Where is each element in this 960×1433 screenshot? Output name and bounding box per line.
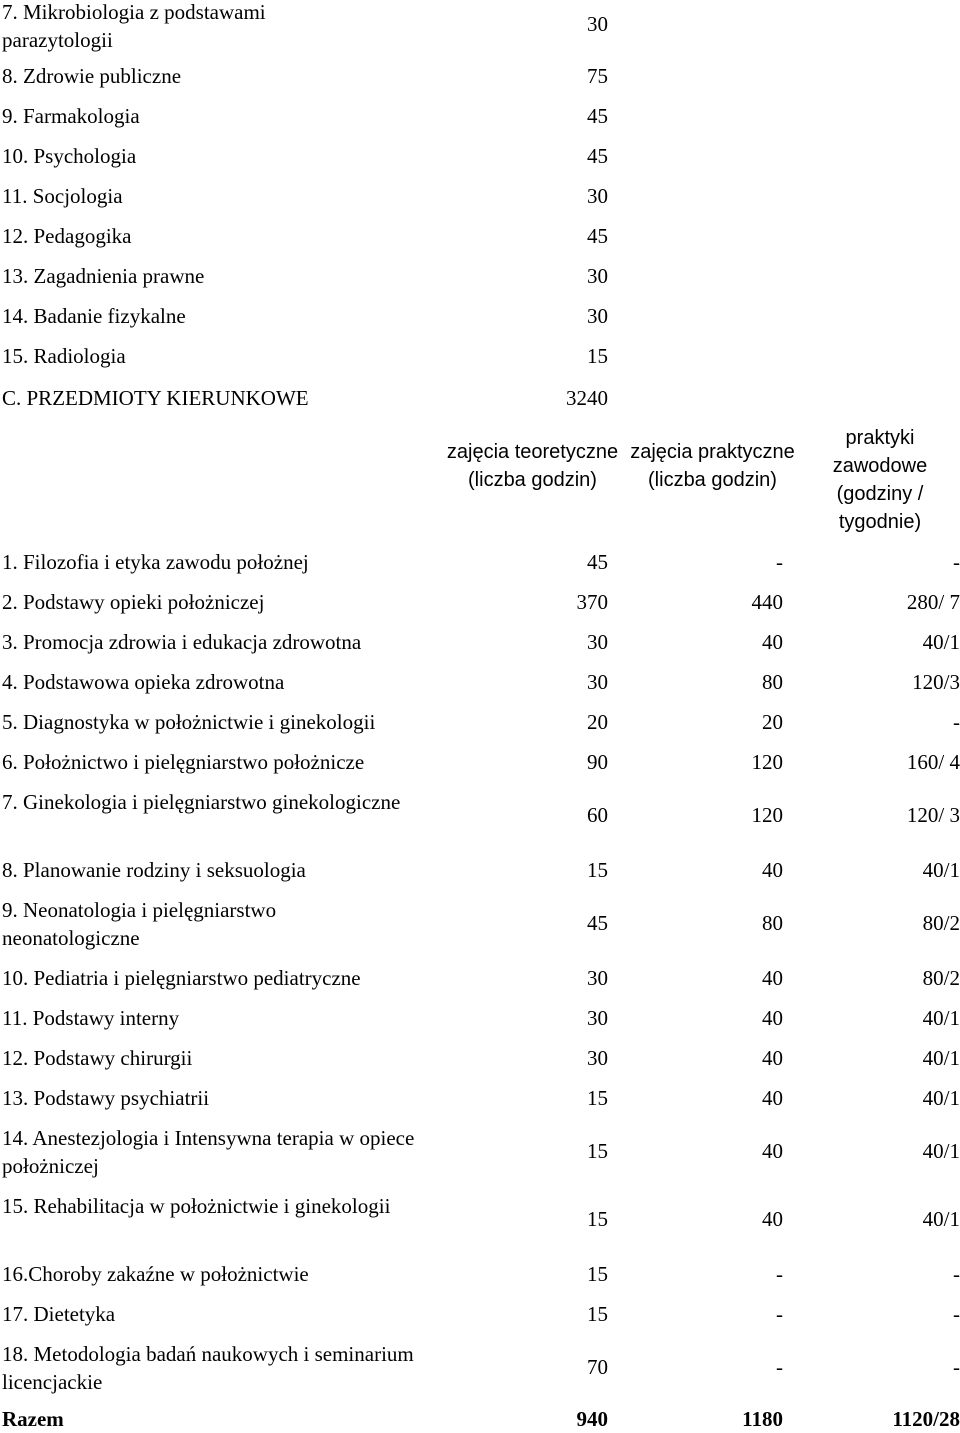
internship-hours: - [953,550,960,574]
total-row [0,1405,960,1433]
total-internship: 1120/28 [892,1407,960,1431]
subject-row [0,964,960,1004]
subject-row [0,142,960,182]
internship-hours: - [953,1302,960,1326]
theory-hours: 15 [587,1086,608,1110]
subject-row [0,548,960,588]
subject-row [0,62,960,102]
header-internship: praktyki zawodowe (godziny / tygodnie) [832,427,928,533]
theory-hours: 370 [576,590,608,614]
practice-hours: 120 [751,750,783,774]
internship-hours: 80/2 [922,911,960,935]
practice-hours: - [776,1262,783,1286]
subject-name: 10. Pediatria i pielęgniarstwo pediatryczne [2,966,361,990]
subject-row [0,1340,960,1396]
practice-hours: 40 [762,1086,783,1110]
subject-row [0,222,960,262]
internship-hours: 40/1 [922,1006,960,1030]
theory-hours: 15 [587,1207,608,1231]
theory-hours: 30 [587,966,608,990]
subject-name: 8. Zdrowie publiczne [2,64,182,88]
subject-row [0,1124,960,1180]
theory-hours: 15 [587,1302,608,1326]
subject-name: 18. Metodologia badań naukowych i seminarium licencjackie [2,1342,414,1394]
practice-hours: 80 [762,670,783,694]
subject-row [0,1192,960,1248]
theory-hours: 15 [587,1262,608,1286]
theory-hours: 70 [587,1355,608,1379]
header-practice: zajęcia praktyczne (liczba godzin) [630,441,795,491]
subject-name: 10. Psychologia [2,144,137,168]
subject-hours: 15 [587,344,608,368]
subject-row [0,708,960,748]
subject-row [0,668,960,708]
practice-hours: 80 [762,911,783,935]
subject-name: 15. Radiologia [2,344,126,368]
practice-hours: 40 [762,1006,783,1030]
subject-hours: 45 [587,224,608,248]
subject-name: 17. Dietetyka [2,1302,116,1326]
section-c-row [0,384,960,424]
theory-hours: 60 [587,803,608,827]
subject-name: 13. Podstawy psychiatrii [2,1086,210,1110]
subject-hours: 75 [587,64,608,88]
practice-hours: 40 [762,1207,783,1231]
subject-name: 4. Podstawowa opieka zdrowotna [2,670,285,694]
internship-hours: 160/ 4 [906,750,960,774]
subject-name: 7. Mikrobiologia z podstawami parazytologii [2,0,266,52]
subject-row [0,1084,960,1124]
subject-hours: 30 [587,304,608,328]
subject-row [0,896,960,952]
internship-hours: 40/1 [922,1207,960,1231]
internship-hours: 40/1 [922,1086,960,1110]
theory-hours: 30 [587,1006,608,1030]
subject-name: 7. Ginekologia i pielęgniarstwo ginekologiczne [2,790,401,814]
internship-hours: 40/1 [922,858,960,882]
subject-name: 8. Planowanie rodziny i seksuologia [2,858,306,882]
subject-name: 13. Zagadnienia prawne [2,264,205,288]
theory-hours: 45 [587,550,608,574]
subject-row [0,1044,960,1084]
subject-name: 9. Farmakologia [2,104,140,128]
practice-hours: 40 [762,966,783,990]
subject-row [0,1300,960,1340]
practice-hours: - [776,1302,783,1326]
subject-row [0,0,960,54]
practice-hours: 40 [762,1139,783,1163]
internship-hours: - [953,1355,960,1379]
subject-row [0,302,960,342]
subject-row [0,262,960,302]
subject-row [0,102,960,142]
subject-name: 3. Promocja zdrowia i edukacja zdrowotna [2,630,362,654]
internship-hours: - [953,710,960,734]
theory-hours: 15 [587,858,608,882]
subject-name: 11. Podstawy interny [2,1006,180,1030]
subject-name: 16.Choroby zakaźne w położnictwie [2,1262,309,1286]
internship-hours: 40/1 [922,630,960,654]
internship-hours: 280/ 7 [906,590,960,614]
subject-row [0,588,960,628]
column-header-row [0,424,960,536]
subject-row [0,342,960,382]
internship-hours: 120/ 3 [906,803,960,827]
subject-hours: 45 [587,104,608,128]
subject-name: 2. Podstawy opieki położniczej [2,590,265,614]
header-theory: zajęcia teoretyczne (liczba godzin) [446,441,619,491]
subject-name: 5. Diagnostyka w położnictwie i ginekologii [2,710,376,734]
subject-name: 12. Pedagogika [2,224,132,248]
subject-name: 15. Rehabilitacja w położnictwie i ginekologii [2,1194,391,1218]
theory-hours: 30 [587,1046,608,1070]
subject-row [0,1004,960,1044]
practice-hours: 40 [762,630,783,654]
section-c-hours: 3240 [566,386,608,410]
subject-hours: 45 [587,144,608,168]
practice-hours: 20 [762,710,783,734]
subject-name: 6. Położnictwo i pielęgniarstwo położnicze [2,750,365,774]
subject-hours: 30 [587,12,608,36]
subject-hours: 30 [587,184,608,208]
subject-name: 14. Badanie fizykalne [2,304,186,328]
practice-hours: - [776,550,783,574]
practice-hours: - [776,1355,783,1379]
subject-name: 9. Neonatologia i pielęgniarstwo neonatologiczne [2,898,277,950]
internship-hours: 40/1 [922,1139,960,1163]
subject-row [0,628,960,668]
theory-hours: 90 [587,750,608,774]
subject-name: 14. Anestezjologia i Intensywna terapia w opiece położniczej [2,1126,415,1178]
total-practice: 1180 [742,1407,783,1431]
section-c-name: C. PRZEDMIOTY KIERUNKOWE [2,386,309,410]
theory-hours: 20 [587,710,608,734]
subject-name: 11. Socjologia [2,184,123,208]
total-label: Razem [2,1407,64,1431]
practice-hours: 40 [762,858,783,882]
theory-hours: 45 [587,911,608,935]
total-theory: 940 [576,1407,608,1431]
subject-hours: 30 [587,264,608,288]
practice-hours: 40 [762,1046,783,1070]
internship-hours: 80/2 [922,966,960,990]
subject-row [0,1260,960,1300]
theory-hours: 30 [587,630,608,654]
practice-hours: 440 [751,590,783,614]
internship-hours: - [953,1262,960,1286]
internship-hours: 120/3 [912,670,960,694]
subject-row [0,748,960,788]
theory-hours: 30 [587,670,608,694]
subject-name: 1. Filozofia i etyka zawodu położnej [2,550,309,574]
subject-row [0,182,960,222]
theory-hours: 15 [587,1139,608,1163]
subject-row [0,856,960,896]
subject-name: 12. Podstawy chirurgii [2,1046,193,1070]
practice-hours: 120 [751,803,783,827]
internship-hours: 40/1 [922,1046,960,1070]
subject-row [0,788,960,844]
